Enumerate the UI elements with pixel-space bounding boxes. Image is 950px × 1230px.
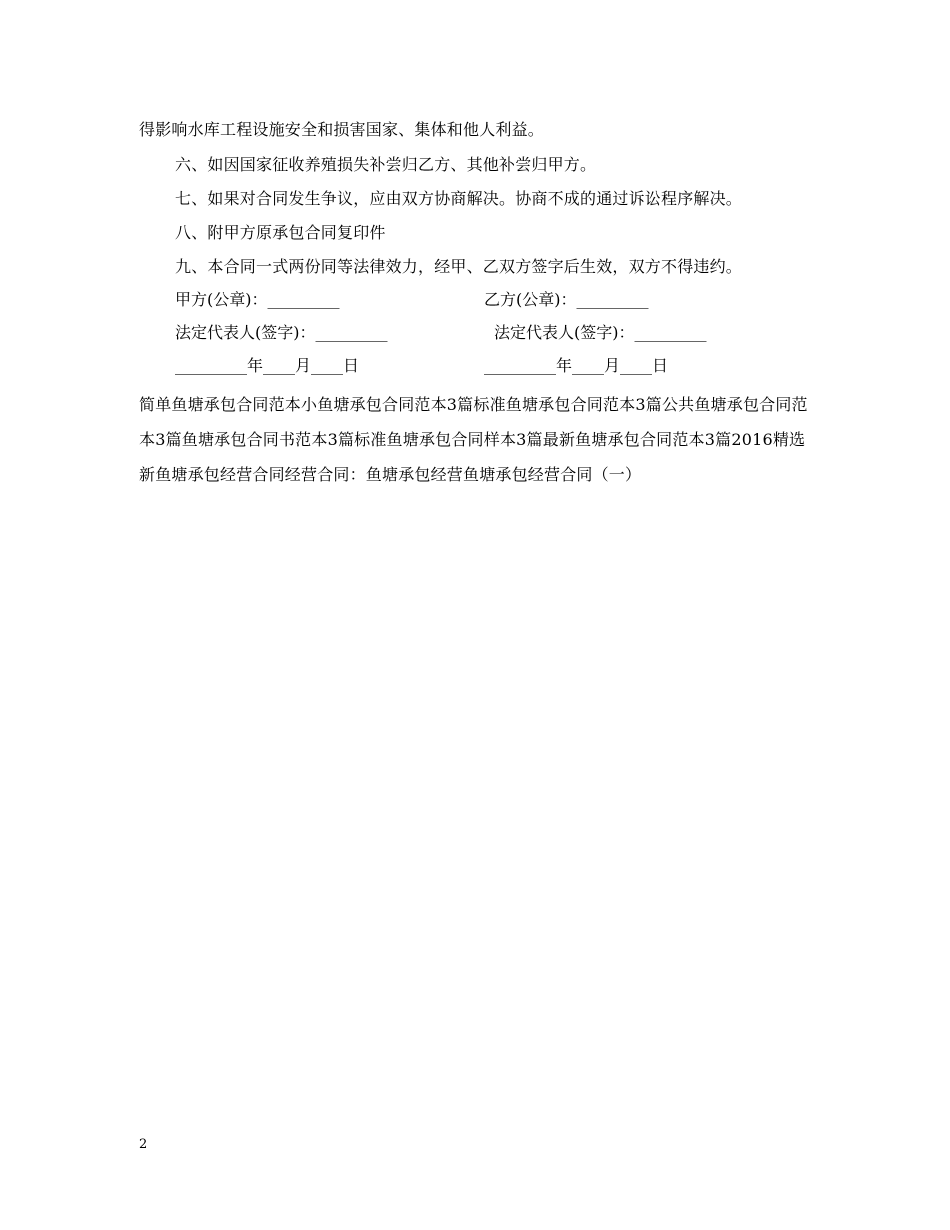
paragraph-clause-9: 九、本合同一式两份同等法律效力，经甲、乙双方签字后生效，双方不得违约。 xyxy=(175,257,743,276)
paragraph-continuation: 得影响水库工程设施安全和损害国家、集体和他人利益。 xyxy=(139,120,545,139)
party-a-date-line: _________年____月____日 xyxy=(175,356,360,375)
party-b-date-line: _________年____月____日 xyxy=(484,356,669,375)
paragraph-clause-7: 七、如果对合同发生争议，应由双方协商解决。协商不成的通过诉讼程序解决。 xyxy=(175,189,743,208)
party-b-seal-line: 乙方(公章)：_________ xyxy=(484,290,649,309)
party-a-seal-line: 甲方(公章)：_________ xyxy=(175,290,340,309)
paragraph-clause-8: 八、附甲方原承包合同复印件 xyxy=(175,223,386,242)
party-b-representative-line: 法定代表人(签字)：_________ xyxy=(494,323,707,342)
party-a-representative-line: 法定代表人(签字)：_________ xyxy=(175,323,388,342)
paragraph-clause-6: 六、如因国家征收养殖损失补尝归乙方、其他补尝归甲方。 xyxy=(175,155,597,174)
page-number: 2 xyxy=(139,1137,148,1152)
related-titles-text: 简单鱼塘承包合同范本小鱼塘承包合同范本3篇标准鱼塘承包合同范本3篇公共鱼塘承包合同范本3篇鱼塘承包合同书范本3篇标准鱼塘承包合同样本3篇最新鱼塘承包合同范本3篇2016精选新鱼塘承包经营合同经营合同：鱼塘承包经营鱼塘承包经营合同（一） xyxy=(139,395,808,484)
